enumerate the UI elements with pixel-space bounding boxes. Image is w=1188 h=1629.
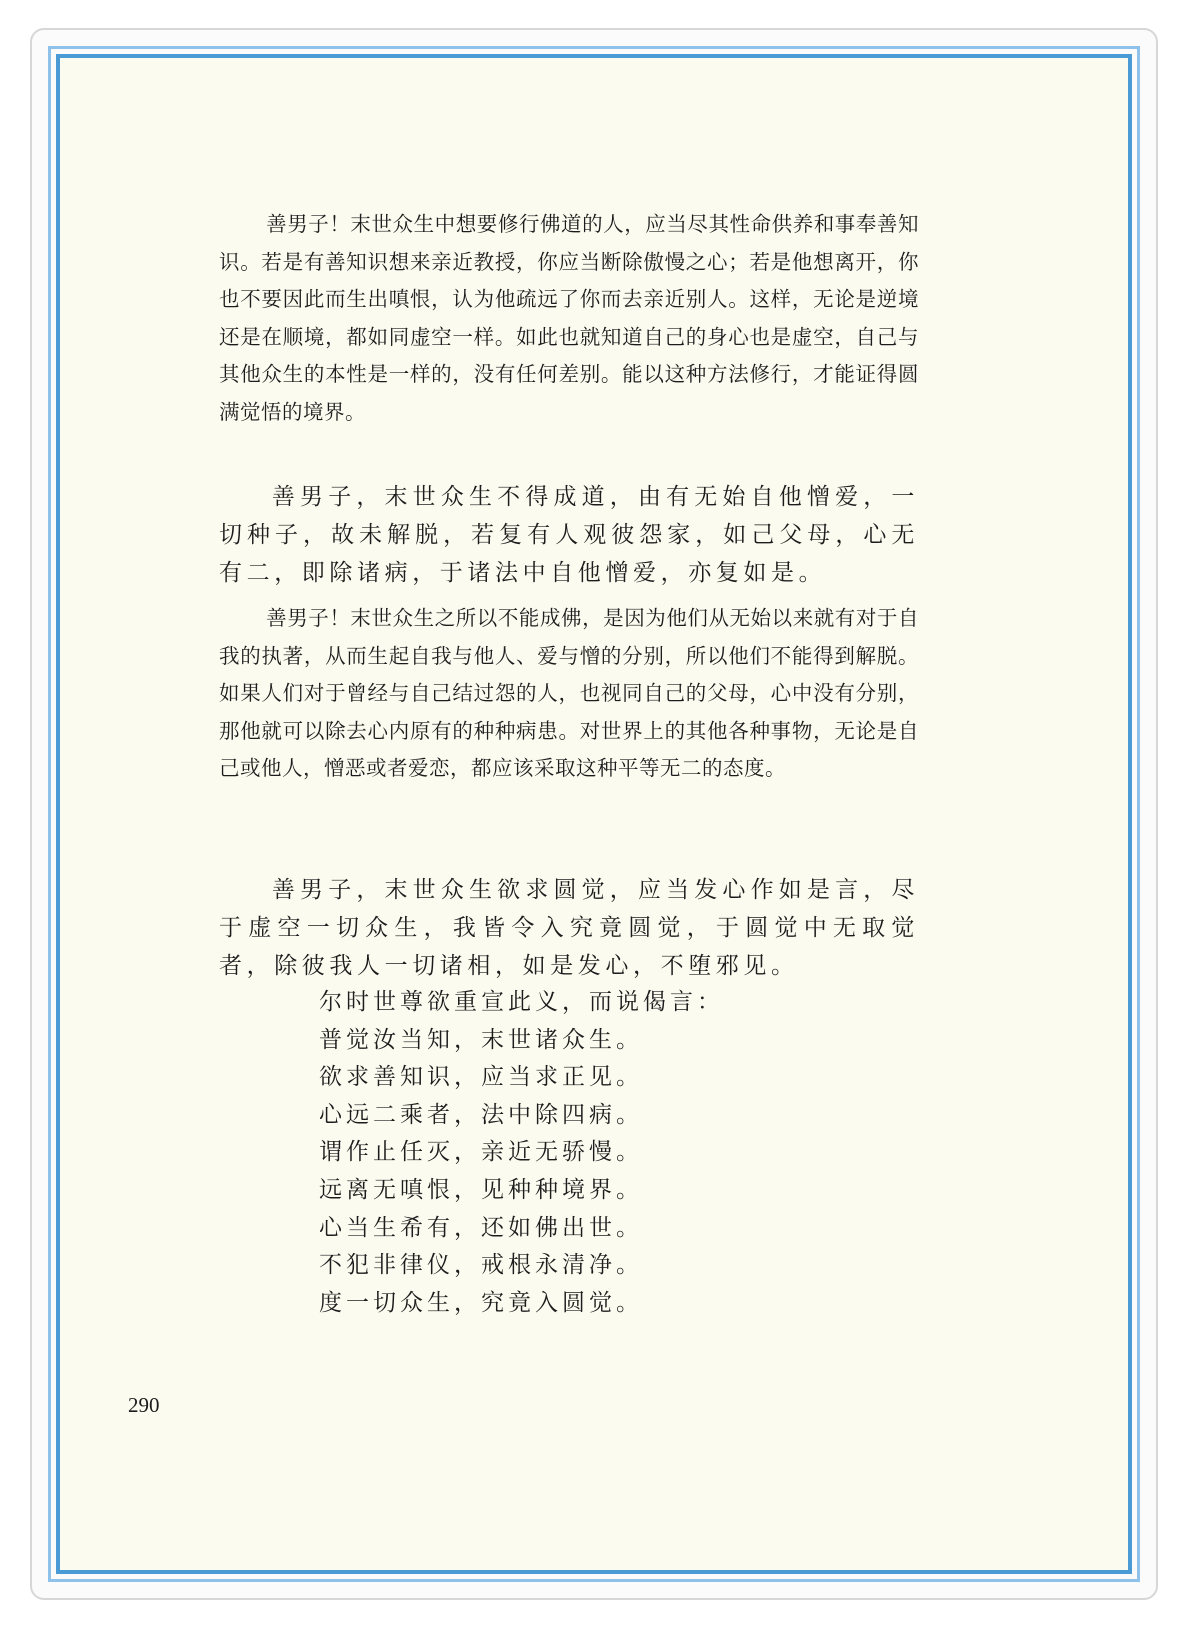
verse-line: 谓作止任灭，亲近无骄慢。 [319,1139,643,1166]
page-number: 290 [128,1393,160,1417]
page-content [60,58,1128,1570]
commentary-paragraph-2: 善男子！末世众生之所以不能成佛，是因为他们从无始以来就有对于自我的执著，从而生起自我与他人、爱与憎的分别，所以他们不能得到解脱。如果人们对于曾经与自己结过怨的人，也视同自己的父母，心中没有分别，那他就可以除去心内原有的种种病患。对世界上的其他各种事物，无论是自己或他人，憎恶或者爱恋，都应该采取这种平等无二的态度。 [219,606,919,781]
sutra-paragraph-3: 善男子，末世众生欲求圆觉，应当发心作如是言，尽于虚空一切众生，我皆令入究竟圆觉，于圆觉中无取觉者，除彼我人一切诸相，如是发心，不堕邪见。 [219,877,919,979]
verse-line: 度一切众生，究竟入圆觉。 [319,1289,643,1316]
book-page [56,54,1132,1574]
verse-line: 心远二乘者，法中除四病。 [319,1101,643,1128]
verse-line: 欲求善知识，应当求正见。 [319,1064,643,1091]
verse-line: 普觉汝当知，末世诸众生。 [319,1026,643,1053]
verse-block [319,984,724,1322]
page-border [48,46,1140,1582]
sutra-paragraph-2: 善男子，末世众生不得成道，由有无始自他憎爱，一切种子，故未解脱，若复有人观彼怨家，如己父母，心无有二，即除诸病，于诸法中自他憎爱，亦复如是。 [219,484,919,586]
verse-line: 不犯非律仪，戒根永清净。 [319,1252,643,1279]
verse-line: 心当生希有，还如佛出世。 [319,1214,643,1241]
verse-line: 远离无嗔恨，见种种境界。 [319,1176,643,1203]
commentary-paragraph-1: 善男子！末世众生中想要修行佛道的人，应当尽其性命供养和事奉善知识。若是有善知识想来亲近教授，你应当断除傲慢之心；若是他想离开，你也不要因此而生出嗔恨，认为他疏远了你而去亲近别人。这样，无论是逆境还是在顺境，都如同虚空一样。如此也就知道自己的身心也是虚空，自己与其他众生的本性是一样的，没有任何差别。能以这种方法修行，才能证得圆满觉悟的境界。 [219,212,919,424]
verse-intro: 尔时世尊欲重宣此义，而说偈言： [319,989,724,1015]
